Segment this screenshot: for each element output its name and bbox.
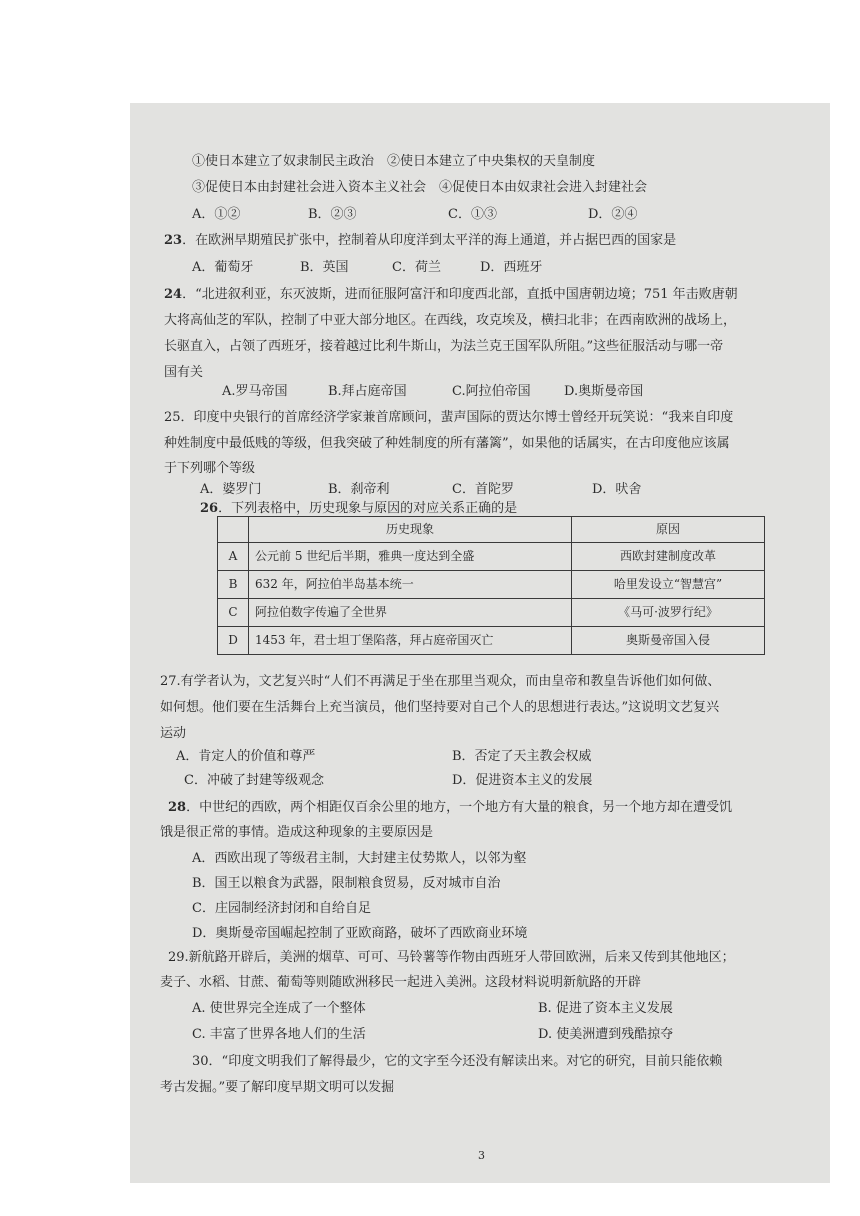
q24-line-2: 大将高仙芝的军队，控制了中亚大部分地区。在西线，攻克埃及，横扫北非；在西南欧洲的战场上， [164, 313, 737, 328]
q27-option-c: C．冲破了封建等级观念 [184, 773, 324, 788]
q27-line-3: 运动 [160, 726, 187, 741]
q24-line-4: 国有关 [164, 365, 204, 380]
row-reason: 《马可·波罗行纪》 [572, 599, 765, 627]
table-header-phenomenon: 历史现象 [249, 517, 572, 543]
q22-option-d: D．②④ [588, 207, 638, 222]
q28-option-c: C．庄园制经济封闭和自给自足 [192, 901, 371, 916]
q22-item-line-1: ①使日本建立了奴隶制民主政治 ②使日本建立了中央集权的天皇制度 [192, 154, 596, 169]
q25-option-c: C．首陀罗 [452, 482, 514, 497]
q28-option-d: D．奥斯曼帝国崛起控制了亚欧商路，破坏了西欧商业环境 [192, 926, 528, 941]
q23-text: ．在欧洲早期殖民扩张中，控制着从印度洋到太平洋的海上通道，并占据巴西的国家是 [182, 233, 677, 248]
table-header-row [218, 517, 765, 543]
row-reason: 哈里发设立“智慧宫” [572, 571, 765, 599]
history-table [217, 516, 765, 655]
row-phenomenon: 阿拉伯数字传遍了全世界 [249, 599, 572, 627]
q22-option-c: C．①③ [448, 207, 497, 222]
q29-line-2: 麦子、水稻、甘蔗、葡萄等则随欧洲移民一起进入美洲。这段材料说明新航路的开辟 [160, 975, 642, 990]
q26-number: 26 [200, 501, 219, 516]
q30-line-1: 30．“印度文明我们了解得最少，它的文字至今还没有解读出来。对它的研究，目前只能依赖 [192, 1054, 723, 1069]
q23-option-d: D．西班牙 [480, 260, 543, 275]
q25-option-d: D．吠舍 [592, 482, 642, 497]
row-phenomenon: 632 年，阿拉伯半岛基本统一 [249, 571, 572, 599]
q28-option-b: B．国王以粮食为武器，限制粮食贸易，反对城市自治 [192, 876, 501, 891]
q25-line-3: 于下列哪个等级 [164, 461, 256, 476]
q23-number: 23 [164, 233, 183, 248]
row-label: B [218, 571, 249, 599]
q29-option-d: D. 使美洲遭到残酷掠夺 [538, 1027, 674, 1042]
q22-option-b: B．②③ [308, 207, 357, 222]
q27-line-2: 如何想。他们要在生活舞台上充当演员，他们坚持要对自己个人的思想进行表达。”这说明文艺复兴 [160, 700, 720, 715]
row-phenomenon: 1453 年，君士坦丁堡陷落，拜占庭帝国灭亡 [249, 627, 572, 655]
q28-text-1: ．中世纪的西欧，两个相距仅百余公里的地方，一个地方有大量的粮食，另一个地方却在遭受饥 [186, 800, 733, 815]
q26-stem [200, 500, 517, 518]
q28-option-a: A．西欧出现了等级君主制，大封建主仗势欺人，以邻为壑 [192, 851, 527, 866]
row-reason: 西欧封建制度改革 [572, 543, 765, 571]
q23-option-b: B．英国 [300, 260, 349, 275]
q24-number: 24 [164, 287, 183, 302]
q27-option-b: B．否定了天主教会权威 [452, 749, 592, 764]
row-label: C [218, 599, 249, 627]
q24-option-a: A.罗马帝国 [222, 384, 288, 399]
table-header-label [218, 517, 249, 543]
table-row [218, 627, 765, 655]
exam-page [130, 103, 830, 1183]
q22-option-a: A．①② [192, 207, 241, 222]
q27-line-1: 27.有学者认为，文艺复兴时“人们不再满足于坐在那里当观众，而由皇帝和教皇告诉他们如何做、 [160, 674, 721, 689]
q24-option-b: B.拜占庭帝国 [328, 384, 407, 399]
q26-text: ．下列表格中，历史现象与原因的对应关系正确的是 [218, 501, 518, 516]
q24-line-3: 长驱直入，占领了西班牙，接着越过比利牛斯山，为法兰克王国军队所阻。”这些征服活动与哪一帝 [164, 339, 724, 354]
q22-item-line-2: ③促使日本由封建社会进入资本主义社会 ④促使日本由奴隶社会进入封建社会 [192, 180, 648, 195]
q30-line-2: 考古发掘。”要了解印度早期文明可以发掘 [160, 1080, 395, 1095]
q23-stem [164, 232, 676, 250]
q29-line-1: 29.新航路开辟后，美洲的烟草、可可、马铃薯等作物由西班牙人带回欧洲，后来又传到其他地区； [168, 950, 735, 965]
row-label: D [218, 627, 249, 655]
q24-text-1: ．“北进叙利亚，东灭波斯，进而征服阿富汗和印度西北部，直抵中国唐朝边境；751 年击败唐朝 [182, 287, 738, 302]
row-label: A [218, 543, 249, 571]
row-phenomenon: 公元前 5 世纪后半期，雅典一度达到全盛 [249, 543, 572, 571]
q24-option-c: C.阿拉伯帝国 [452, 384, 531, 399]
q25-line-1: 25．印度中央银行的首席经济学家兼首席顾问，蜚声国际的贾达尔博士曾经开玩笑说：“我来自印度 [164, 410, 734, 425]
row-reason: 奥斯曼帝国入侵 [572, 627, 765, 655]
q25-line-2: 种姓制度中最低贱的等级，但我突破了种姓制度的所有藩篱”，如果他的话属实，在古印度他应该属 [164, 436, 730, 451]
q25-option-a: A．婆罗门 [200, 482, 262, 497]
q23-option-c: C．荷兰 [392, 260, 441, 275]
table-row [218, 571, 765, 599]
q27-option-a: A．肯定人的价值和尊严 [176, 749, 316, 764]
table-row [218, 543, 765, 571]
page-number: 3 [478, 1149, 485, 1162]
q28-line-2: 饿是很正常的事情。造成这种现象的主要原因是 [160, 825, 434, 840]
q23-option-a: A．葡萄牙 [192, 260, 254, 275]
table-row [218, 599, 765, 627]
table-header-reason: 原因 [572, 517, 765, 543]
q24-line-1 [164, 286, 738, 304]
q29-option-a: A. 使世界完全连成了一个整体 [192, 1001, 366, 1016]
q24-option-d: D.奥斯曼帝国 [564, 384, 644, 399]
q29-option-c: C. 丰富了世界各地人们的生活 [192, 1027, 366, 1042]
q28-line-1 [168, 799, 732, 817]
q27-option-d: D．促进资本主义的发展 [452, 773, 593, 788]
q28-number: 28 [168, 800, 187, 815]
q25-option-b: B．刹帝利 [328, 482, 390, 497]
q29-option-b: B. 促进了资本主义发展 [538, 1001, 673, 1016]
